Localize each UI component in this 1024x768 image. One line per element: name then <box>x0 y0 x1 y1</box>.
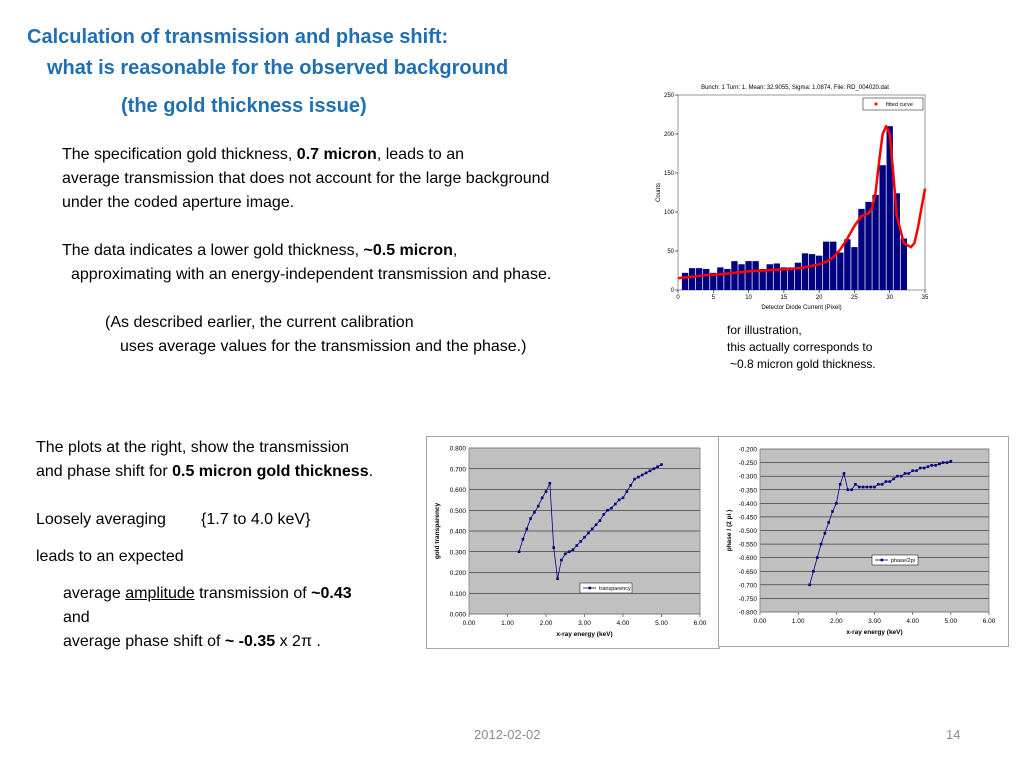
histogram-bar <box>724 269 730 290</box>
phase-data-point <box>896 475 899 478</box>
transparency-data-point <box>660 463 663 466</box>
phase-data-point <box>854 483 857 486</box>
transparency-data-point <box>568 550 571 553</box>
title-line-3: (the gold thickness issue) <box>121 95 367 117</box>
phase-y-tick-label: -0.350 <box>738 487 757 495</box>
transparency-data-point <box>572 548 575 551</box>
transparency-legend-marker <box>589 587 592 590</box>
para2-pre: The data indicates a lower gold thickness, <box>62 242 364 259</box>
transparency-data-point <box>653 467 656 470</box>
expected-line: leads to an expected <box>36 548 184 565</box>
histogram-y-tick-label: 100 <box>663 210 674 216</box>
phase-data-point <box>869 486 872 489</box>
histogram-bar <box>823 242 829 290</box>
phase-y-tick-label: -0.300 <box>738 473 757 481</box>
transparency-data-point <box>564 553 567 556</box>
para1-pre: The specification gold thickness, <box>62 146 297 163</box>
phase-x-tick-label: 5.00 <box>944 618 958 625</box>
transparency-data-point <box>606 509 609 512</box>
histogram-bar <box>703 269 709 290</box>
phase-y-tick-label: -0.750 <box>738 595 757 603</box>
histogram-bar <box>816 256 822 290</box>
transparency-data-point <box>645 472 648 475</box>
histogram-x-tick-label: 25 <box>851 295 858 301</box>
phase-data-point <box>843 472 846 475</box>
transparency-x-tick-label: 0.00 <box>462 620 476 627</box>
histogram-x-tick-label: 5 <box>711 295 715 301</box>
histogram-bar <box>837 253 843 290</box>
transparency-y-tick-label: 0.400 <box>449 528 466 536</box>
transparency-data-point <box>583 536 586 539</box>
phase-y-tick-label: -0.500 <box>738 528 757 535</box>
histogram-x-tick-label: 20 <box>815 295 823 301</box>
transparency-data-point <box>591 528 594 531</box>
amp-mid: transmission of <box>194 585 312 602</box>
illustration-note-line1: for illustration, <box>727 323 802 337</box>
phase-y-tick-label: -0.800 <box>738 609 757 617</box>
transparency-x-tick-label: 4.00 <box>616 620 630 627</box>
phase-data-point <box>950 460 953 463</box>
phase-value: ~ -0.35 <box>224 633 276 650</box>
phase-data-point <box>900 475 903 478</box>
transparency-data-point <box>595 523 598 526</box>
phase-data-point <box>911 469 914 472</box>
transparency-data-point <box>633 478 636 481</box>
histogram-bar <box>802 253 808 290</box>
histogram-legend-label: fitted curve <box>886 102 913 108</box>
page-number: 14 <box>946 727 961 742</box>
phase-data-point <box>850 488 853 491</box>
phase-data-point <box>816 556 819 559</box>
averaging-label: Loosely averaging <box>36 511 166 528</box>
phase-data-point <box>885 480 888 483</box>
phase-data-point <box>934 464 937 467</box>
phase-data-point <box>812 570 815 573</box>
phase-data-point <box>908 472 911 475</box>
histogram-x-tick-label: 35 <box>921 295 929 301</box>
transparency-data-point <box>637 476 640 479</box>
histogram-bar <box>717 267 723 290</box>
transparency-data-point <box>549 482 552 485</box>
histogram-x-tick-label: 15 <box>780 295 788 301</box>
transparency-data-point <box>541 497 544 500</box>
transparency-data-point <box>641 474 644 477</box>
para2-line2: approximating with an energy-independent transmission and phase. <box>71 266 552 283</box>
phase-chart <box>719 437 1008 646</box>
histogram-bar <box>830 242 836 290</box>
phase-data-point <box>904 472 907 475</box>
transparency-y-tick-label: 0.200 <box>449 570 466 577</box>
para2-line1 <box>62 239 457 263</box>
histogram-bar <box>872 195 878 290</box>
transparency-y-tick-label: 0.300 <box>449 549 466 557</box>
transparency-y-tick-label: 0.000 <box>449 611 466 619</box>
phase-data-point <box>927 465 930 468</box>
phase-post: x 2π . <box>275 633 321 650</box>
transparency-data-point <box>618 499 621 502</box>
transparency-x-tick-label: 6.00 <box>693 620 707 627</box>
phase-data-point <box>892 478 895 481</box>
phase-x-tick-label: 2.00 <box>830 618 843 625</box>
phase-x-label: x-ray energy (keV) <box>846 629 903 636</box>
phase-data-point <box>866 486 869 489</box>
phase-data-point <box>827 521 830 524</box>
histogram-x-tick-label: 0 <box>676 295 680 301</box>
lower-line2-pre: and phase shift for <box>36 463 173 480</box>
amp-pre: average <box>63 585 126 602</box>
histogram-chart <box>650 80 940 315</box>
phase-legend-marker <box>881 559 884 562</box>
histogram-bar <box>696 268 702 290</box>
phase-y-tick-label: -0.550 <box>738 541 757 549</box>
lower-line1: The plots at the right, show the transmission <box>36 439 350 456</box>
phase-data-point <box>888 480 891 483</box>
para2-bold: ~0.5 micron <box>363 242 453 259</box>
transparency-x-tick-label: 2.00 <box>539 620 553 627</box>
and-line: and <box>63 609 90 626</box>
phase-pre: average phase shift of <box>63 633 225 650</box>
phase-y-tick-label: -0.200 <box>738 446 757 454</box>
transparency-y-tick-label: 0.700 <box>449 466 466 474</box>
transparency-y-tick-label: 0.600 <box>449 487 466 494</box>
phase-line <box>63 630 321 654</box>
transparency-data-point <box>560 559 563 562</box>
transparency-x-tick-label: 1.00 <box>501 620 514 627</box>
histogram-x-tick-label: 30 <box>886 295 894 301</box>
histogram-bar <box>774 263 780 290</box>
transparency-y-tick-label: 0.800 <box>449 445 466 453</box>
transparency-data-point <box>626 490 629 493</box>
histogram-bar <box>844 239 850 290</box>
phase-data-point <box>820 543 823 546</box>
histogram-bar <box>738 264 744 290</box>
histogram-bar <box>788 267 794 290</box>
phase-data-point <box>946 461 949 464</box>
illustration-note-line2: this actually corresponds to <box>727 340 873 354</box>
phase-x-tick-label: 3.00 <box>868 618 881 625</box>
transparency-data-point <box>614 503 617 506</box>
phase-data-point <box>873 486 876 489</box>
phase-y-tick-label: -0.250 <box>738 460 757 468</box>
phase-y-label: phase / (2 pi ) <box>726 509 733 552</box>
amplitude-line <box>63 582 352 606</box>
phase-data-point <box>831 510 834 513</box>
phase-data-point <box>919 467 922 470</box>
histogram-y-tick-label: 0 <box>670 288 674 294</box>
phase-y-tick-label: -0.600 <box>738 555 757 563</box>
phase-data-point <box>942 461 945 464</box>
histogram-bar <box>767 264 773 290</box>
phase-chart-frame <box>718 436 1009 647</box>
phase-data-point <box>915 469 918 472</box>
phase-x-tick-label: 0.00 <box>753 618 767 625</box>
transparency-data-point <box>579 540 582 543</box>
para2-post: , <box>452 242 458 259</box>
transparency-data-point <box>537 505 540 508</box>
illustration-note-line3: ~0.8 micron gold thickness. <box>730 357 876 371</box>
phase-x-tick-label: 6.00 <box>982 618 996 625</box>
para1-bold: 0.7 micron <box>296 146 377 163</box>
transparency-chart <box>427 437 719 648</box>
averaging-range: {1.7 to 4.0 keV} <box>201 511 311 528</box>
para1-line2: average transmission that does not account for the large background <box>62 170 550 187</box>
phase-data-point <box>835 502 838 505</box>
phase-y-tick-label: -0.700 <box>738 582 757 590</box>
phase-x-tick-label: 1.00 <box>791 618 805 625</box>
histogram-legend-marker <box>875 103 878 106</box>
phase-data-point <box>877 483 880 486</box>
transparency-y-tick-label: 0.100 <box>449 590 466 598</box>
transparency-data-point <box>552 546 555 549</box>
transparency-data-point <box>525 528 528 531</box>
transparency-y-tick-label: 0.500 <box>449 507 466 515</box>
lower-line2-bold: 0.5 micron gold thickness <box>172 463 369 480</box>
transparency-data-point <box>518 550 521 553</box>
lower-line2 <box>36 460 373 484</box>
histogram-bar <box>781 267 787 290</box>
phase-data-point <box>881 483 884 486</box>
phase-data-point <box>846 488 849 491</box>
transparency-data-point <box>556 577 559 580</box>
para1-post: , leads to an <box>376 146 464 163</box>
title-line-2: what is reasonable for the observed background <box>47 57 509 79</box>
transparency-data-point <box>522 538 525 541</box>
transparency-data-point <box>649 470 652 473</box>
transparency-y-label: gold transparency <box>434 502 441 560</box>
lower-line2-post: . <box>368 463 374 480</box>
amp-value: ~0.43 <box>311 585 352 602</box>
transparency-data-point <box>545 490 548 493</box>
title-line-1: Calculation of transmission and phase shift: <box>27 26 449 48</box>
phase-data-point <box>923 467 926 470</box>
histogram-bar <box>851 247 857 290</box>
histogram-bar <box>745 261 751 290</box>
transparency-x-tick-label: 3.00 <box>578 620 591 627</box>
phase-legend-label: phase/2pi <box>891 558 915 564</box>
transparency-data-point <box>629 484 632 487</box>
phase-data-point <box>808 584 811 587</box>
histogram-bar <box>689 268 695 290</box>
transparency-data-point <box>587 532 590 535</box>
transparency-data-point <box>533 511 536 514</box>
histogram-x-label: Detector Diode Current (Pixel) <box>761 305 842 311</box>
para3-line2: uses average values for the transmission and the phase.) <box>120 338 527 355</box>
phase-y-tick-label: -0.450 <box>738 514 757 522</box>
histogram-y-tick-label: 200 <box>663 132 674 138</box>
footer-date: 2012-02-02 <box>474 727 541 742</box>
histogram-bar <box>731 261 737 290</box>
histogram-title: Bunch: 1 Turn: 1, Mean: 32.9055, Sigma: 1.0874, File: RD_004020.dat <box>701 85 889 91</box>
phase-data-point <box>862 486 865 489</box>
transparency-data-point <box>576 544 579 547</box>
histogram-y-tick-label: 150 <box>663 171 674 177</box>
transparency-chart-frame <box>426 436 720 649</box>
transparency-data-point <box>610 507 613 510</box>
phase-x-tick-label: 4.00 <box>906 618 919 625</box>
amp-underline: amplitude <box>125 585 195 602</box>
histogram-x-tick-label: 10 <box>745 295 752 301</box>
transparency-x-tick-label: 5.00 <box>655 620 668 627</box>
phase-data-point <box>930 464 933 467</box>
transparency-data-point <box>602 513 605 516</box>
phase-data-point <box>858 486 861 489</box>
transparency-data-point <box>656 465 659 468</box>
transparency-legend-label: transparency <box>599 586 631 592</box>
transparency-data-point <box>622 497 625 500</box>
histogram-bar <box>760 269 766 290</box>
histogram-bar <box>752 261 758 290</box>
histogram-y-label: Counts <box>656 182 662 203</box>
phase-data-point <box>824 532 827 535</box>
phase-data-point <box>938 463 941 466</box>
transparency-data-point <box>529 517 532 520</box>
phase-y-tick-label: -0.400 <box>738 500 757 508</box>
histogram-bar <box>809 254 815 290</box>
para1-line1 <box>62 143 464 167</box>
histogram-y-tick-label: 250 <box>663 93 674 99</box>
transparency-x-label: x-ray energy (keV) <box>556 631 613 638</box>
para1-line3: under the coded aperture image. <box>62 194 295 211</box>
histogram-y-tick-label: 50 <box>667 249 674 255</box>
histogram-bar <box>901 239 907 290</box>
histogram-bar <box>879 165 885 290</box>
phase-data-point <box>839 483 842 486</box>
phase-y-tick-label: -0.650 <box>738 568 757 576</box>
transparency-data-point <box>599 519 602 522</box>
para3-line1: (As described earlier, the current calibration <box>105 314 414 331</box>
histogram-bar <box>682 273 688 290</box>
